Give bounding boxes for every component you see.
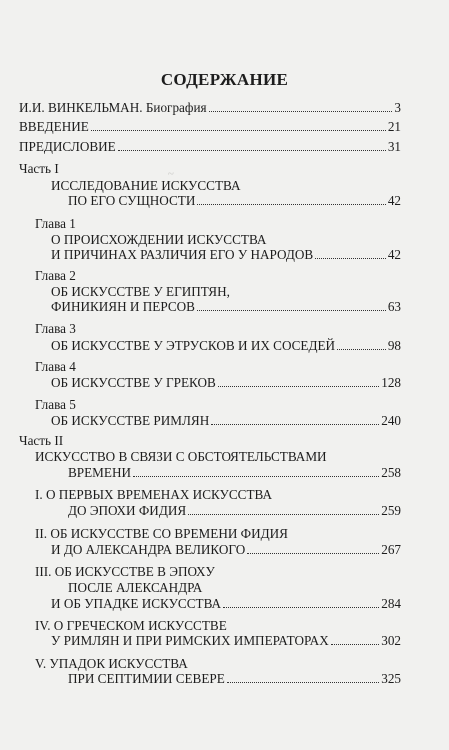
section-1-entry: ДО ЭПОХИ ФИДИЯ 259 <box>68 503 401 518</box>
toc-entry-introduction: ВВЕДЕНИЕ 21 <box>19 119 401 134</box>
toc-entry-biography: И.И. ВИНКЕЛЬМАН. Биография 3 <box>19 100 401 115</box>
part-1-title-line1: ИССЛЕДОВАНИЕ ИСКУССТВА <box>51 178 241 193</box>
part-2-label: Часть II <box>19 433 64 448</box>
section-4-line1: IV. О ГРЕЧЕСКОМ ИСКУССТВЕ <box>35 618 227 633</box>
page-title: СОДЕРЖАНИЕ <box>160 70 289 89</box>
chapter-2-title-line1: ОБ ИСКУССТВЕ У ЕГИПТЯН, <box>51 284 230 299</box>
chapter-5-label: Глава 5 <box>35 397 76 412</box>
part-1-title-entry: ПО ЕГО СУЩНОСТИ 42 <box>68 193 401 208</box>
section-5-entry: ПРИ СЕПТИМИИ СЕВЕРЕ 325 <box>68 671 401 686</box>
section-1-line1: I. О ПЕРВЫХ ВРЕМЕНАХ ИСКУССТВА <box>35 487 272 502</box>
chapter-5-entry: ОБ ИСКУССТВЕ РИМЛЯН 240 <box>51 413 401 428</box>
chapter-3-entry: ОБ ИСКУССТВЕ У ЭТРУСКОВ И ИХ СОСЕДЕЙ 98 <box>51 338 401 353</box>
chapter-2-label: Глава 2 <box>35 268 76 283</box>
toc-entry-preface: ПРЕДИСЛОВИЕ 31 <box>19 139 401 154</box>
chapter-1-title-line1: О ПРОИСХОЖДЕНИИ ИСКУССТВА <box>51 232 267 247</box>
chapter-2-entry: ФИНИКИЯН И ПЕРСОВ 63 <box>51 299 401 314</box>
chapter-1-entry: И ПРИЧИНАХ РАЗЛИЧИЯ ЕГО У НАРОДОВ 42 <box>51 247 401 262</box>
section-3-line2: ПОСЛЕ АЛЕКСАНДРА <box>68 580 203 595</box>
chapter-4-label: Глава 4 <box>35 359 76 374</box>
chapter-3-label: Глава 3 <box>35 321 76 336</box>
part-2-title-line1: ИСКУССТВО В СВЯЗИ С ОБСТОЯТЕЛЬСТВАМИ <box>35 449 327 464</box>
bleed-through-text: ~ <box>168 168 174 180</box>
part-2-title-entry: ВРЕМЕНИ 258 <box>68 465 401 480</box>
section-4-entry: У РИМЛЯН И ПРИ РИМСКИХ ИМПЕРАТОРАХ 302 <box>51 633 401 648</box>
section-3-line1: III. ОБ ИСКУССТВЕ В ЭПОХУ <box>35 564 215 579</box>
section-5-line1: V. УПАДОК ИСКУССТВА <box>35 656 188 671</box>
chapter-4-entry: ОБ ИСКУССТВЕ У ГРЕКОВ 128 <box>51 375 401 390</box>
section-3-entry: И ОБ УПАДКЕ ИСКУССТВА 284 <box>51 596 401 611</box>
section-2-line1: II. ОБ ИСКУССТВЕ СО ВРЕМЕНИ ФИДИЯ <box>35 526 288 541</box>
section-2-entry: И ДО АЛЕКСАНДРА ВЕЛИКОГО 267 <box>51 542 401 557</box>
chapter-1-label: Глава 1 <box>35 216 76 231</box>
part-1-label: Часть I <box>19 161 59 176</box>
